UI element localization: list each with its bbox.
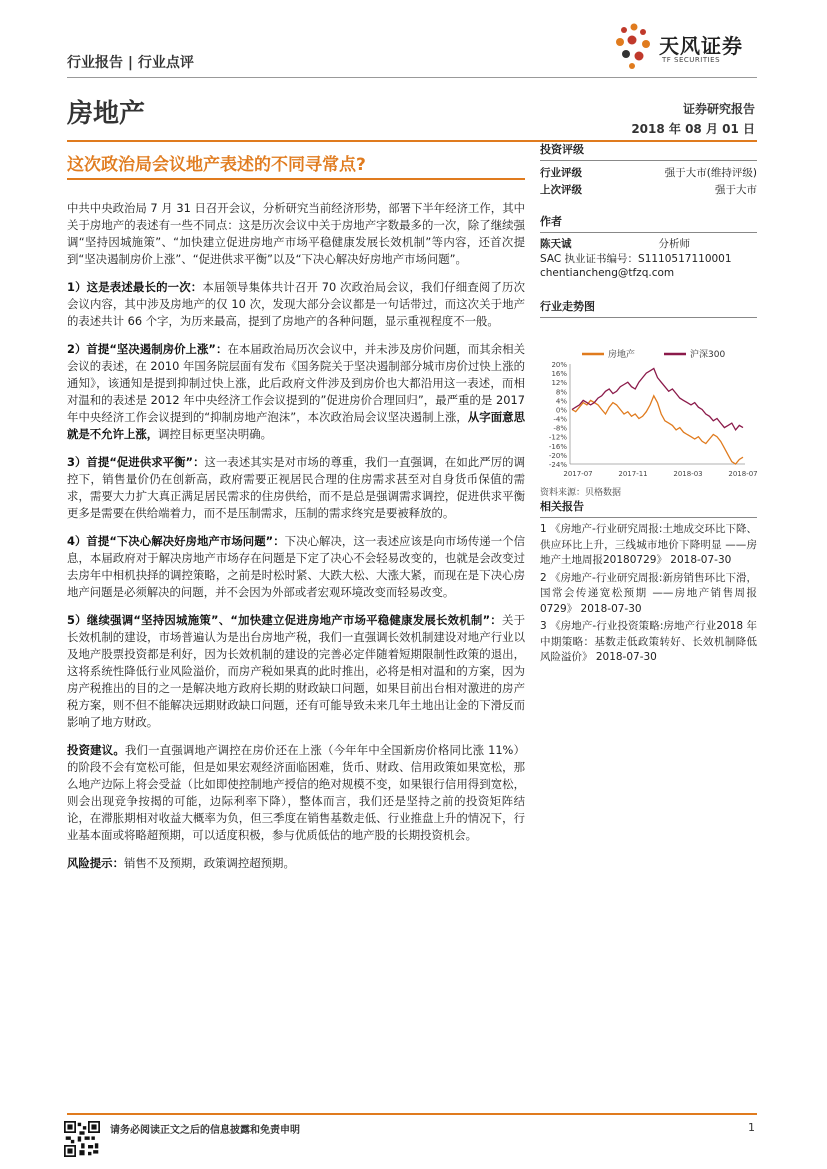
point-3 [67,454,525,522]
page-number: 1 [748,1121,755,1134]
point-5-heading: 5）继续强调“坚持因城施策”、“加快建立促进房地产市场平稳健康发展长效机制”： [67,613,502,627]
title-rule-bottom [67,178,525,180]
rating-block [540,141,757,199]
series-line-1 [572,369,743,430]
x-tick-label: 2017-07 [563,470,593,478]
point-5 [67,612,525,731]
intro-paragraph: 中共中央政治局 7 月 31 日召开会议，分析研究当前经济形势，部署下半年经济工作，其中关于房地产的表述有一些不同点：这是历次会议中关于房地产字数最多的一次，除了继续强调“坚持因城施策”、“加快建立促进房地产市场平稳健康发展长效机制”等内容，还首次提到“坚决遏制房价上涨”、“促进供求平衡”以及“下决心解决好房地产市场问题”。 [67,201,525,266]
related-item-2[interactable]: 2 《房地产-行业研究周报:新房销售环比下滑，国常会传递宽松预期 ——房地产销售周报 0729》 2018-07-30 [540,571,757,615]
related-heading: 相关报告 [540,498,757,518]
prev-rating-row [540,182,757,199]
report-date: 2018 年 08 月 01 日 [631,122,755,136]
header-rule [67,77,757,78]
risk-heading: 风险提示： [67,856,124,870]
logo-text-en: TF SECURITIES [662,56,721,64]
x-tick-label: 2018-03 [673,470,703,478]
point-4-text: 下决心解决，这一表述应该是向市场传递一个信息，本届政府对于解决房地产市场存在问题是下定了决心不会轻易改变的，也就是会改变过去房年中相机抉择的调控策略，之前是时松时紧、大跌大松、大涨大紧，而现在是下决心房地产问题是必须解决的问题，并不会因为外部或者宏观环境改变而轻易改变。 [67,534,525,599]
point-1-text: 本届领导集体共计召开 70 次政治局会议，我们仔细查阅了历次会议内容，其中涉及房地产的仅 10 次，发现大部分会议都是一句话带过，而这次关于地产的表述共计 66 个字，为历来最高，提到了房地产的各种问题，显示重视程度不一般。 [67,280,525,328]
y-tick-label: -4% [553,415,567,424]
author-heading: 作者 [540,213,757,233]
point-3-heading: 3）首提“促进供求平衡”： [67,455,205,469]
y-tick-label: -20% [548,451,567,460]
related-item-1[interactable]: 1 《房地产-行业研究周报:土地成交环比下降、供应环比上升，三线城市地价下降明显 ——房地产土地周报20180729》 2018-07-30 [540,523,757,566]
prev-rating-label: 上次评级 [540,184,582,196]
point-2-text: 在本届政治局历次会议中，并未涉及房价问题，而其余相关会议的表述，在 2010 年国务院层面有发布《国务院关于坚决遏制部分城市房价过快上涨的通知》，该通知是提到抑制过快上涨，此后政府文件涉及到房价也大都沿用这一表述，而相对温和的表述是 2012 年中央经济工作会议提到的”促进房价合理回归”，最严重的是 2017 年中央经济工作会议提到的“抑制房地产泡沫”，本次政治局会议坚决遏制上涨， [67,342,525,424]
author-row [540,237,690,252]
risk-warning [67,855,525,872]
point-1-heading: 1）这是表述最长的一次： [67,280,203,294]
point-4-heading: 4）首提“下决心解决好房地产市场问题”： [67,534,285,548]
y-tick-label: 12% [551,379,567,388]
footer-disclaimer[interactable]: 请务必阅读正文之后的信息披露和免责申明 [110,1125,300,1136]
legend-label-0: 房地产 [608,350,636,360]
related-block [540,498,757,668]
y-tick-label: 20% [551,361,567,369]
y-tick-label: 0% [555,406,567,415]
point-2-tail: 调控目标更坚决明确。 [158,427,273,441]
sector-title: 房地产 [67,99,146,129]
y-tick-label: -12% [548,433,567,442]
prev-rating-value: 强于大市 [715,184,757,196]
risk-text: 销售不及预期，政策调控超预期。 [123,856,295,870]
point-3-text: 这一表述其实是对市场的尊重，我们一直强调，在如此严厉的调控下，销售量价仍在创新高，政府需要正视居民合理的住房需求甚至对自身货币保值的需求，需要大力扩大真正满足居民需求的住房供给，而不是总是强调需求调控，促进供求平衡更多是需要在供给端着力，而不是压制需求，压制的需求终究是要被释放的。 [67,455,525,520]
investment-heading: 投资建议。 [67,743,125,757]
y-tick-label: 8% [555,388,567,397]
legend-label-1: 沪深300 [690,350,726,360]
point-1 [67,279,525,330]
y-tick-label: -16% [548,442,567,451]
point-4 [67,533,525,601]
rating-value: 强于大市(维持评级) [664,167,757,179]
x-tick-label: 2018-07 [728,470,757,478]
author-role: 分析师 [658,238,690,250]
point-2 [67,341,525,443]
chart-block [540,298,757,498]
point-2-heading: 2）首提“坚决遏制房价上涨”： [67,342,228,356]
x-tick-label: 2017-11 [618,470,648,478]
investment-text: 我们一直强调地产调控在房价还在上涨（今年年中全国新房价格同比涨 11%）的阶段不会有宽松可能，但是如果宏观经济面临困难，货币、财政、信用政策如果宽松，那么地产边际上将会受益（比如即使控制地产授信的绝对规模不变，如果银行信用得到宽松，则会出现竞争按揭的可能，边际利率下降），整体而言，我们还是坚持之前的投资矩阵结论，在滞胀期相对收益大概率为负，但三季度在销售基数走低、行业推盘上升的情况下，行业基本面或将略超预期，可以适度积极，参与优质低估的地产股的长期投资机会。 [67,743,525,842]
rating-heading: 投资评级 [540,141,757,161]
chart-heading: 行业走势图 [540,298,757,318]
related-item-3[interactable]: 3 《房地产-行业投资策略:房地产行业2018 年中期策略：基数走低政策转好、长效机制降低风险溢价》 2018-07-30 [540,620,757,663]
trend-chart [540,322,757,482]
report-title: 这次政治局会议地产表述的不同寻常点? [67,155,366,175]
rating-label: 行业评级 [540,167,582,179]
report-kind: 证券研究报告 [682,102,755,116]
footer-rule [67,1113,757,1115]
investment-advice [67,742,525,844]
y-tick-label: -24% [548,461,567,469]
y-tick-label: 4% [555,397,567,406]
y-tick-label: 16% [551,370,567,379]
point-5-text: 关于长效机制的建设，市场普遍认为是出台房地产税，我们一直强调长效机制建设对地产行业以及地产股票投资都是利好，因为长效机制的建设的完善必定伴随着短期限制性政策的退出，这将系统性降低行业风险溢价，而房产税如果真的此时推出，必将是相对温和的方案，因为房产税推出的目的之一是解决地方政府长期的财政缺口问题，如果目前出台相对激进的房产税方案，则不但不能解决远期财政缺口问题，还有可能导致未来几年土地出让金的下滑反而影响了地方财政。 [67,613,525,729]
author-cert: SAC 执业证书编号：S1110517110001 [540,253,732,265]
author-email[interactable]: chentiancheng@tfzq.com [540,267,675,279]
series-line-0 [572,396,743,464]
author-block [540,213,757,280]
point-2-emphasis: 从字面意思就是不允许上涨， [67,410,525,441]
rating-row [540,165,757,182]
logo-text: 天风证券 [659,34,743,58]
doc-type: 行业报告 | 行业点评 [67,55,194,71]
chart-source: 资料来源：贝格数据 [540,488,622,498]
main-body [67,200,525,883]
y-tick-label: -8% [553,424,567,433]
qr-code-icon [64,1121,100,1157]
author-name: 陈天诚 [540,238,572,250]
